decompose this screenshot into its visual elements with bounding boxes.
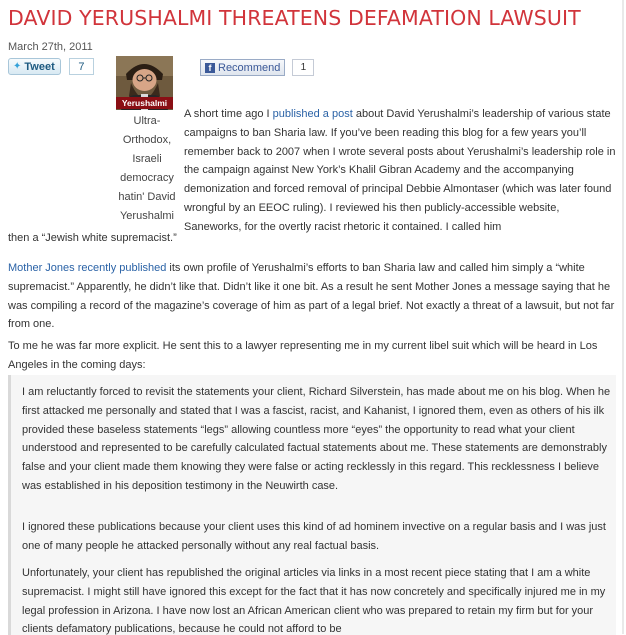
- tweet-count[interactable]: 7: [69, 58, 94, 75]
- image-caption: Ultra-Orthodox, Israeli democracy hatin' David Yerushalmi: [118, 115, 176, 222]
- recommend-count: 1: [292, 59, 314, 76]
- quote-paragraph: I ignored these publications because your client uses this kind of ad hominem invective on a regular basis and I was just one of many people he attacked personally without any real factual basis.: [22, 521, 606, 552]
- paragraph-1: [184, 105, 616, 237]
- paragraph-1-intro: A short time ago I: [184, 108, 273, 120]
- quote-paragraph: I am reluctantly forced to revisit the statements your client, Richard Silverstein, has made about me on his blog. When he first attacked me personally and stated that I was a fascist, racist, and Kahanist, I ignored them, even as others of his ilk provided these baseless statements “legs” allowing countless more “eyes” the opportunity to read what your client understood and represented to be carefully calculated factual statements about me. These statements are demonstrably false and your client made them knowing they were false or acting recklessly in this regard. This recklessness I believe was established in his deposition testimony in the Neuwirth case.: [22, 386, 611, 492]
- recommend-button[interactable]: [200, 59, 285, 76]
- post-date: March 27th, 2011: [8, 41, 93, 53]
- tweet-widget: [8, 58, 94, 75]
- published-post-link[interactable]: published a post: [272, 108, 353, 120]
- tweet-label: Tweet: [24, 60, 55, 73]
- blockquote: [8, 375, 616, 635]
- tweet-button[interactable]: [8, 58, 61, 75]
- portrait-name-tag: Yerushalmi: [116, 97, 173, 109]
- paragraph-2-body: its own profile of Yerushalmi’s efforts to ban Sharia law and called him simply a “white supremacist.” Apparently, he didn’t like that. Didn’t like it one bit. As a result he sent Mother Jones a message saying that he was compiling a record of the magazine’s coverage of him as part of a legal brief. Not exactly a threat of a lawsuit, but not far from one.: [8, 262, 615, 331]
- paragraph-2: [8, 259, 616, 334]
- twitter-bird-icon: ✦: [13, 61, 22, 72]
- facebook-recommend-widget: [200, 59, 314, 76]
- recommend-label: Recommend: [218, 61, 281, 74]
- paragraph-1-continued: then a “Jewish white supremacist.”: [8, 232, 177, 244]
- quote-paragraph: Unfortunately, your client has republished the original articles via links in a most recent piece stating that I am a white supremacist. I might still have ignored this except for the fact that it has now concretely and specifically injured me in my legal profession in Arizona. I have now lost an African American client who was prepared to retain my firm but for your clients defamatory publications, because he could not afford to be: [22, 567, 606, 635]
- facebook-icon: f: [205, 63, 215, 73]
- paragraph-1-body: about David Yerushalmi’s leadership of various state campaigns to ban Sharia law. If you’ve been reading this blog for a few years you’ll remember back to 2007 when I wrote several posts about Yerushalmi’s leadership role in the campaign against New York’s Khalil Gibran Academy and the accompanying demonization and forced removal of principal Debbie Almontaser (which was later found wrongful by an EEOC ruling). I reviewed his then publicly-accessible website, Saneworks, for the overtly racist rhetoric it contained. I called him: [184, 108, 616, 233]
- paragraph-3: To me he was far more explicit. He sent this to a lawyer representing me in my current libel suit which will be heard in Los Angeles in the coming days:: [8, 340, 598, 371]
- post-title[interactable]: DAVID YERUSHALMI THREATENS DEFAMATION LAWSUIT: [8, 6, 581, 30]
- mother-jones-link[interactable]: Mother Jones recently published: [8, 262, 167, 274]
